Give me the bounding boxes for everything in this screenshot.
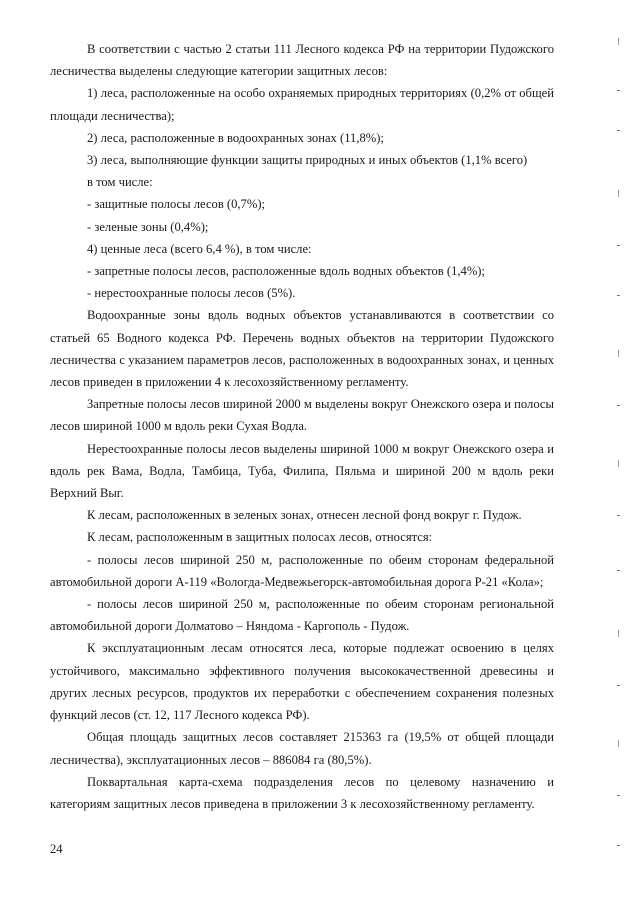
scan-edge-marks xyxy=(614,30,620,875)
paragraph: Поквартальная карта-схема подразделения лесов по целевому назначению и категориям защитных лесов приведена в приложении 3 к лесохозяйственному регламенту. xyxy=(50,774,554,811)
document-body xyxy=(50,38,554,815)
scan-mark xyxy=(617,295,620,296)
list-item: - защитные полосы лесов (0,7%); xyxy=(87,197,266,212)
scan-mark xyxy=(617,570,620,571)
list-item: 1) леса, расположенные на особо охраняемых природных территориях (0,2% от общей площади лесничества); xyxy=(50,86,554,123)
scan-mark xyxy=(617,845,620,846)
scan-mark xyxy=(618,740,619,747)
paragraph: К лесам, расположенных в зеленых зонах, отнесен лесной фонд вокруг г. Пудож. xyxy=(87,508,522,523)
paragraph: в том числе: xyxy=(87,175,153,190)
scan-mark xyxy=(618,38,619,45)
list-item: 3) леса, выполняющие функции защиты природных и иных объектов (1,1% всего) xyxy=(87,153,528,168)
page-number: 24 xyxy=(50,842,63,856)
scan-mark xyxy=(618,350,619,357)
list-item: - нерестоохранные полосы лесов (5%). xyxy=(87,286,296,301)
list-item: - полосы лесов шириной 250 м, расположенные по обеим сторонам федеральной автомобильной дороги А-119 «Вологда-Медвежьегорск-автомобильная дорога Р-21 «Кола»; xyxy=(50,552,554,589)
list-item: 4) ценные леса (всего 6,4 %), в том числе: xyxy=(87,241,312,256)
paragraph: В соответствии с частью 2 статьи 111 Лесного кодекса РФ на территории Пудожского лесничества выделены следующие категории защитных лесов: xyxy=(50,42,554,79)
paragraph: Общая площадь защитных лесов составляет 215363 га (19,5% от общей площади лесничества), эксплуатационных лесов – 886084 га (80,5%). xyxy=(50,730,554,767)
list-item: - зеленые зоны (0,4%); xyxy=(87,219,209,234)
scan-mark xyxy=(617,515,620,516)
list-item: 2) леса, расположенные в водоохранных зонах (11,8%); xyxy=(87,130,384,145)
paragraph: К лесам, расположенным в защитных полосах лесов, относятся: xyxy=(87,530,433,545)
paragraph: Запретные полосы лесов шириной 2000 м выделены вокруг Онежского озера и полосы лесов шириной 1000 м вдоль реки Сухая Водла. xyxy=(50,397,554,434)
scan-mark xyxy=(618,630,619,637)
scan-mark xyxy=(617,405,620,406)
scan-mark xyxy=(617,685,620,686)
scan-mark xyxy=(618,460,619,467)
scan-mark xyxy=(617,130,620,131)
list-item: - полосы лесов шириной 250 м, расположенные по обеим сторонам региональной автомобильной дороги Долматово – Няндома - Каргополь - Пудож. xyxy=(50,597,554,634)
paragraph: Нерестоохранные полосы лесов выделены шириной 1000 м вокруг Онежского озера и вдоль рек Вама, Водла, Тамбица, Туба, Филипа, Пяльма и шириной 200 м вдоль реки Верхний Выг. xyxy=(50,441,554,501)
scan-mark xyxy=(617,90,620,91)
scan-mark xyxy=(618,190,619,197)
list-item: - запретные полосы лесов, расположенные вдоль водных объектов (1,4%); xyxy=(87,264,485,279)
paragraph: Водоохранные зоны вдоль водных объектов устанавливаются в соответствии со статьей 65 Водного кодекса РФ. Перечень водных объектов на территории Пудожского лесничества с указанием параметров лесов, расположенных в водоохранных зонах, и ценных лесов приведен в приложении 4 к лесохозяйственному регламенту. xyxy=(50,308,554,390)
scan-mark xyxy=(617,795,620,796)
paragraph: К эксплуатационным лесам относятся леса, которые подлежат освоению в целях устойчивого, максимально эффективного получения высококачественной древесины и других лесных ресурсов, продуктов их переработки с обеспечением сохранения полезных функций лесов (ст. 12, 117 Лесного кодекса РФ). xyxy=(50,641,554,723)
scan-mark xyxy=(617,245,620,246)
